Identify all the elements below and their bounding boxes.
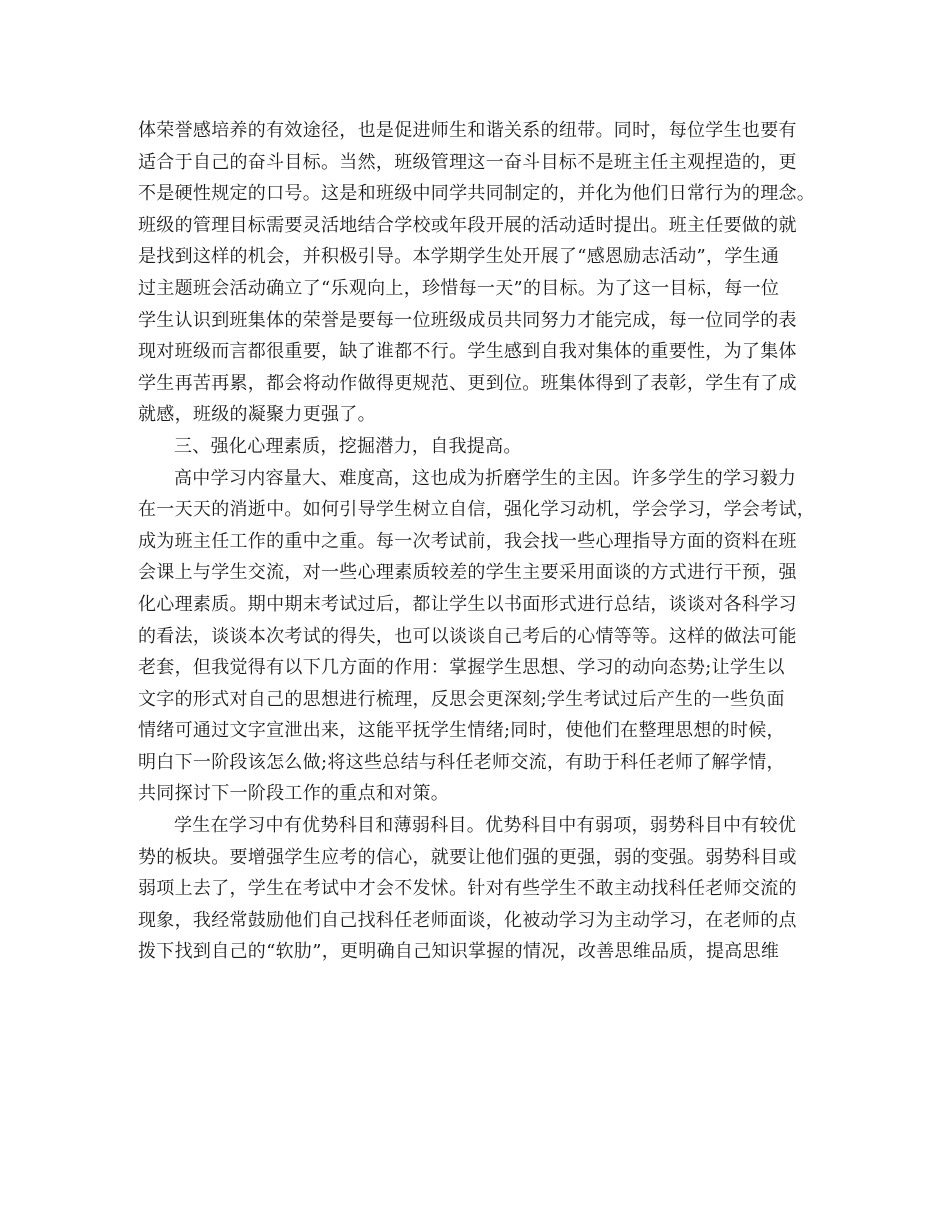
text-line: 体荣誉感培养的有效途径，也是促进师生和谐关系的纽带。同时，每位学生也要有: [138, 120, 797, 141]
text-line: 情绪可通过文字宣泄出来，这能平抚学生情绪;同时，使他们在整理思想的时候，: [138, 720, 785, 742]
text-line: 学生在学习中有优势科目和薄弱科目。优势科目中有弱项，弱势科目中有较优: [174, 815, 797, 837]
text-line: 会课上与学生交流，对一些心理素质较差的学生主要采用面谈的方式进行干预，强: [138, 562, 797, 584]
text-line: 学生认识到班集体的荣誉是要每一位班级成员共同努力才能完成，每一位同学的表: [138, 309, 797, 331]
text-line: 弱项上去了，学生在考试中才会不发怵。针对有些学生不敢主动找科任老师交流的: [138, 878, 797, 900]
text-line: 化心理素质。期中期末考试过后，都让学生以书面形式进行总结，谈谈对各科学习: [138, 593, 797, 615]
document-body: [138, 115, 828, 968]
text-line: 明白下一阶段该怎么做;将这些总结与科任老师交流，有助于科任老师了解学情，: [138, 751, 785, 773]
text-line: 三、强化心理素质，挖掘潜力，自我提高。: [174, 435, 522, 457]
text-line: 现象，我经常鼓励他们自己找科任老师面谈，化被动学习为主动学习，在老师的点: [138, 909, 797, 931]
text-line: 势的板块。要增强学生应考的信心，就要让他们强的更强，弱的变强。弱势科目或: [138, 846, 797, 868]
text-line: 在一天天的消逝中。如何引导学生树立自信，强化学习动机，学会学习，学会考试，: [138, 499, 816, 521]
text-line: 共同探讨下一阶段工作的重点和对策。: [138, 783, 450, 805]
text-line: 成为班主任工作的重中之重。每一次考试前，我会找一些心理指导方面的资料在班: [138, 530, 797, 552]
text-line: 班级的管理目标需要灵活地结合学校或年段开展的活动适时提出。班主任要做的就: [138, 214, 797, 236]
text-line: 适合于自己的奋斗目标。当然，班级管理这一奋斗目标不是班主任主观捏造的，更: [138, 151, 797, 173]
text-line: 不是硬性规定的口号。这是和班级中同学共同制定的，并化为他们日常行为的理念。: [138, 183, 816, 205]
text-line: 就感，班级的凝聚力更强了。: [138, 404, 376, 426]
text-line: 拨下找到自己的“软肋”，更明确自己知识掌握的情况，改善思维品质，提高思维: [138, 941, 780, 963]
text-line: 过主题班会活动确立了“乐观向上，珍惜每一天”的目标。为了这一目标，每一位: [138, 277, 780, 299]
text-line: 现对班级而言都很重要，缺了谁都不行。学生感到自我对集体的重要性，为了集体: [138, 341, 797, 363]
text-line: 高中学习内容量大、难度高，这也成为折磨学生的主因。许多学生的学习毅力: [174, 467, 797, 489]
text-line: 的看法，谈谈本次考试的得失，也可以谈谈自己考后的心情等等。这样的做法可能: [138, 625, 797, 647]
text-line: 是找到这样的机会，并积极引导。本学期学生处开展了“感恩励志活动”，学生通: [138, 246, 780, 268]
text-line: 学生再苦再累，都会将动作做得更规范、更到位。班集体得到了表彰，学生有了成: [138, 372, 797, 394]
text-line: 文字的形式对自己的思想进行梳理，反思会更深刻;学生考试过后产生的一些负面: [138, 688, 785, 710]
text-line: 老套，但我觉得有以下几方面的作用：掌握学生思想、学习的动向态势;让学生以: [138, 657, 785, 679]
